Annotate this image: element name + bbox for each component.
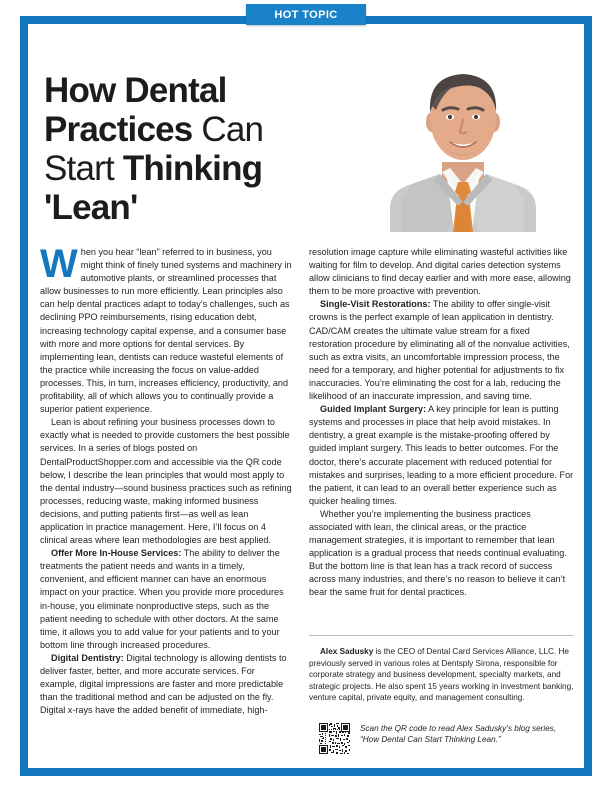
paragraph-closing: [309, 508, 574, 600]
qr-caption: [360, 722, 556, 746]
section-body: The ability to offer single-visit crowns is the perfect example of lean application in dentistry. CAD/CAM creates the ultimate value stream for a fixed restoration procedure by eliminating all of the nonvalue activities, such as extra visits, an uncomfortable impression process, the need for a temporary, and higher potential for adjustments to fix inaccuracies. You’re eliminating the cost for a lab, reducing the likelihood of an inaccurate impression, and saving time.: [309, 299, 570, 402]
bio-divider-rule: [309, 635, 574, 636]
paragraph-digital-continuation: [309, 246, 574, 298]
headline-part-can: Can: [192, 110, 264, 150]
bio-paragraph: [309, 646, 574, 704]
headline-part-how-dental: How Dental: [44, 71, 227, 111]
paragraph-text: Whether you’re implementing the business practices associated with lean, the clinical areas, or the practice management strategies, it is important to remember that lean application is a gradual process that needs continual evaluating. But the bottom line is that lean has a track record of success across many industries, and there’s no reason to believe it can’t bear the same fruit for dental practices.: [309, 508, 567, 598]
qr-caption-line-2: “How Dental Can Start Thinking Lean.”: [360, 735, 501, 745]
section-heading: Guided Implant Surgery:: [320, 404, 427, 415]
headline-line-3: [44, 149, 344, 188]
article-right-column: [309, 246, 574, 600]
portrait-illustration: [372, 50, 554, 232]
author-name: Alex Sadusky: [320, 647, 374, 656]
drop-cap-letter: W: [40, 242, 78, 286]
headline-line-1: [44, 71, 344, 110]
author-bio: [309, 646, 574, 704]
section-heading: Offer More In-House Services:: [51, 548, 182, 559]
headline-line-2: [44, 110, 344, 149]
author-portrait-photo: [372, 50, 554, 232]
section-body: Digital technology is allowing dentists to deliver faster, better, and more accurate services. For example, digital impressions are faster and more predictable than the traditional method and can be adjusted on the fly. Digital x-rays have the added benefit of immediate, high-: [40, 652, 287, 716]
headline-part-thinking: Thinking: [122, 149, 263, 189]
hot-topic-label: HOT TOPIC: [274, 8, 338, 21]
bio-text: is the CEO of Dental Card Services Alliance, LLC. He previously served in various roles at Dentsply Sirona, responsible for corporate strategy and business development, specialty markets, and strategic projects. He also spent 15 years working in investment banking, venture capital, private equity, and management consulting.: [309, 647, 574, 703]
qr-code-block: [318, 722, 574, 755]
lead-paragraph: [40, 242, 292, 416]
paragraph-text: Lean is about refining your business processes down to exactly what is needed to provide customers the best possible services. In a series of blogs posted on DentalProductShopper.com and accessible via the QR code below, I describe the lean principles that would most apply to the dental industry—sound business practices such as refining processes, reducing waste, making informed business decisions, and putting patients first—as well as lean application in practice management. Here, I’ll focus on 4 clinical areas where lean methodologies are best applied.: [40, 417, 292, 546]
hot-topic-banner: [246, 4, 366, 25]
qr-code-icon[interactable]: [318, 722, 351, 755]
section-single-visit-restorations: [309, 298, 574, 403]
section-guided-implant-surgery: [309, 403, 574, 508]
article-left-column: [40, 242, 292, 717]
headline-part-lean: 'Lean': [44, 188, 138, 228]
section-offer-more-in-house-services: [40, 547, 292, 652]
lead-paragraph-text: hen you hear “lean” referred to in business, you might think of finely tuned systems and machinery in automotive plants, or streamlined processes that allow businesses to run more efficiently. Lean principles also can help dental practices adapt to today’s challenges, such as declining PPO reimbursements, rising education debt, increasing technology capital expense, and a consumer base with more and more options for dental services. By implementing lean, dentists can reduce wasteful elements of the practice while increasing the focus on value-added processes. This, in turn, increases efficiency, productivity, and profitability, all of which allows you to continually provide a superior patient experience.: [40, 247, 292, 415]
section-digital-dentistry: [40, 652, 292, 717]
section-body: The ability to deliver the treatments the patient needs and wants in a timely, convenient, and efficient manner can have an enormous impact on your practice. When you provide more procedures in-house, you eliminate nonproductive steps, such as the patient needing to schedule with other doctors. At the same time, it allows you to add value for your patients and to your bottom line through increased procedures.: [40, 548, 284, 650]
paragraph-lean-definition: [40, 416, 292, 547]
paragraph-text: resolution image capture while eliminating wasteful activities like waiting for film to develop. And digital caries detection systems allow clinicians to find decay earlier and with more ease, allowing them to be more proactive with prevention.: [309, 247, 571, 297]
section-body: A key principle for lean is putting systems and processes in place that help avoid mistakes. In dentistry, a great example is the mistake-proofing offered by guided implant surgery. This leads to better outcomes. For the doctor, there’s accurate placement with reduced potential for mistakes and surprises, leading to a more efficient procedure. For the patient, it can lead to an overall better experience such as quicker healing times.: [309, 404, 574, 506]
section-heading: Single-Visit Restorations:: [320, 299, 431, 310]
article-headline: [44, 71, 344, 227]
qr-caption-line-1: Scan the QR code to read Alex Sadusky’s blog series,: [360, 724, 557, 733]
headline-part-practices: Practices: [44, 110, 193, 150]
section-heading: Digital Dentistry:: [51, 652, 124, 663]
headline-part-start: Start: [44, 149, 123, 189]
headline-line-4: [44, 188, 344, 227]
